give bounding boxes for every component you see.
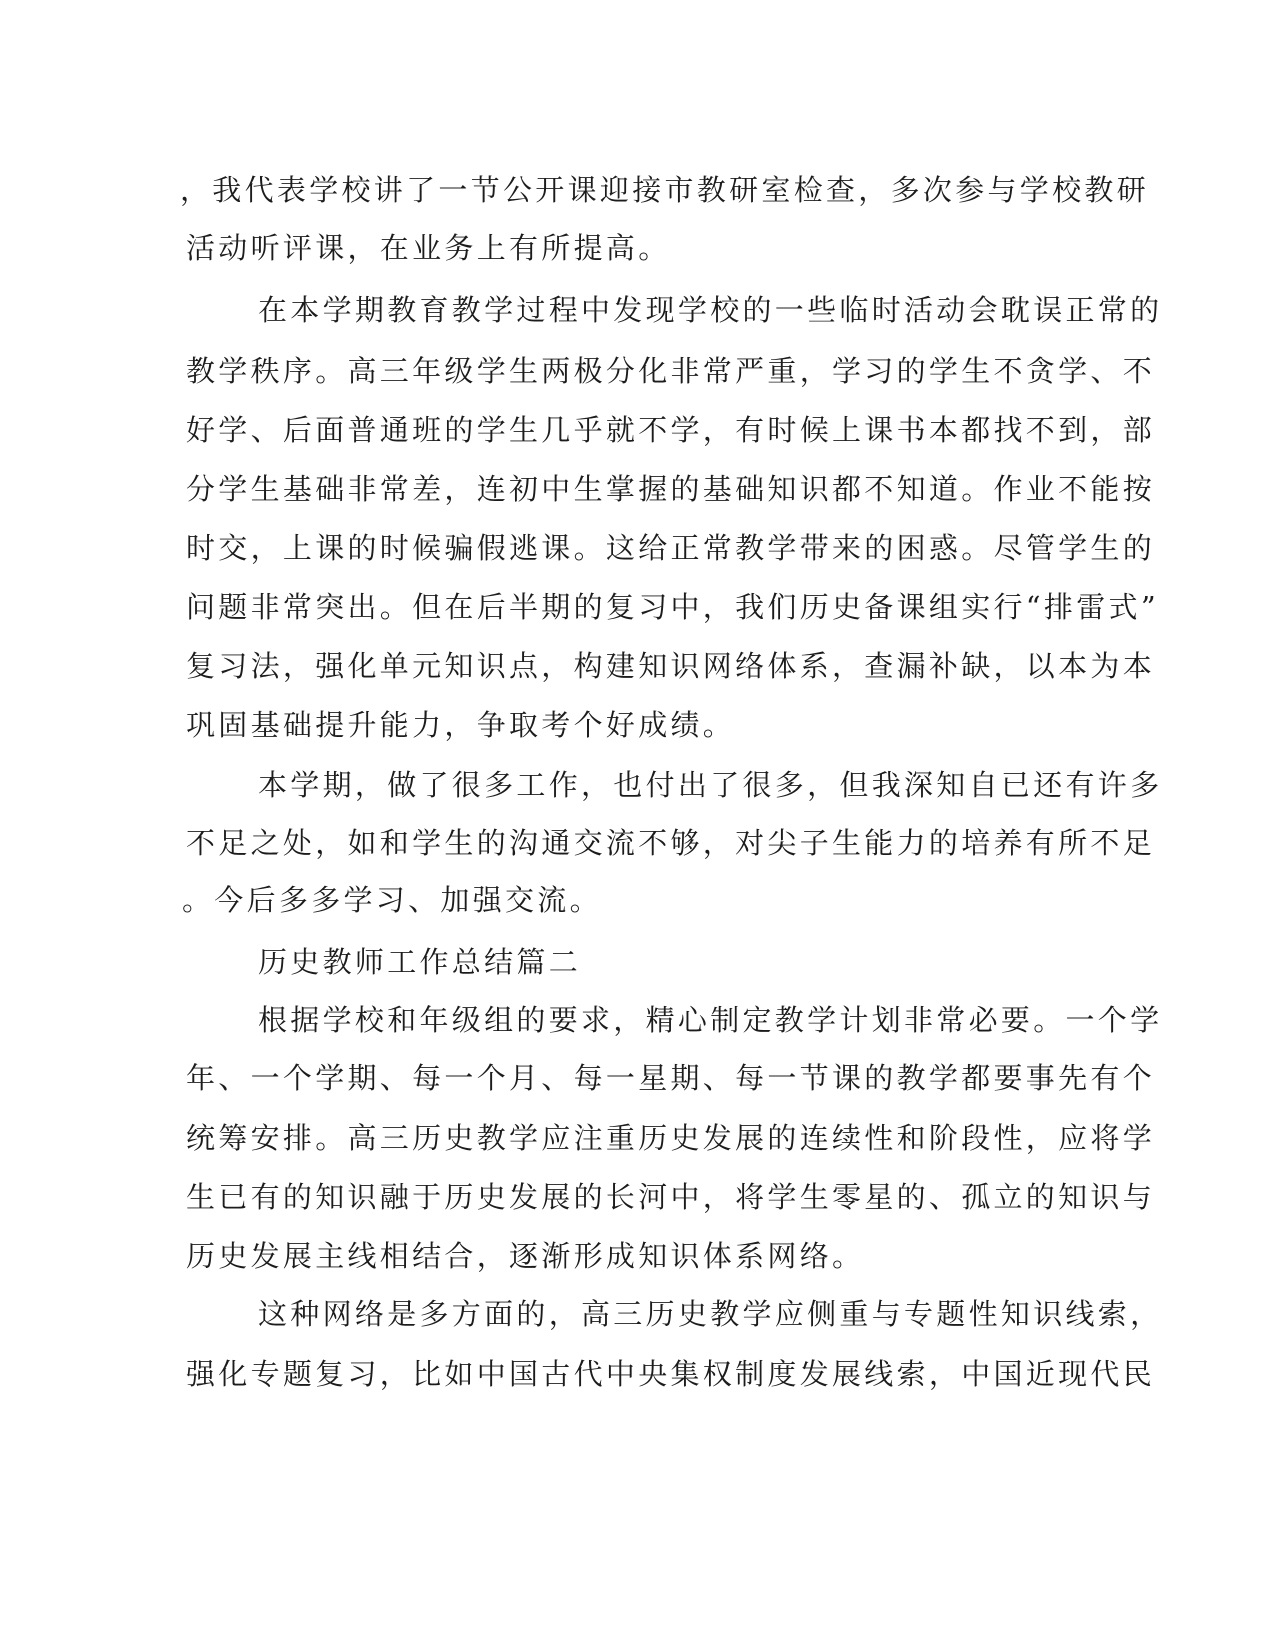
text-line: 生已有的知识融于历史发展的长河中，将学生零星的、孤立的知识与 [186, 1180, 1156, 1214]
text-line: 历史发展主线相结合，逐渐形成知识体系网络。 [186, 1239, 865, 1273]
paragraph-start-line: 这种网络是多方面的，高三历史教学应侧重与专题性知识线索， [258, 1297, 1163, 1331]
text-line: 好学、后面普通班的学生几乎就不学，有时候上课书本都找不到，部 [186, 413, 1156, 447]
text-line: 复习法，强化单元知识点，构建知识网络体系，查漏补缺，以本为本 [186, 649, 1156, 683]
text-line: 巩固基础提升能力，争取考个好成绩。 [186, 708, 736, 742]
text-line: 。今后多多学习、加强交流。 [182, 883, 602, 917]
paragraph-start-line: 本学期，做了很多工作，也付出了很多，但我深知自已还有许多 [258, 768, 1163, 802]
text-line: 活动听评课，在业务上有所提高。 [186, 231, 671, 265]
text-line: 统筹安排。高三历史教学应注重历史发展的连续性和阶段性，应将学 [186, 1121, 1156, 1155]
text-line: 年、一个学期、每一个月、每一星期、每一节课的教学都要事先有个 [186, 1061, 1156, 1095]
text-line: 不足之处，如和学生的沟通交流不够，对尖子生能力的培养有所不足 [186, 826, 1156, 860]
text-line: ，我代表学校讲了一节公开课迎接市教研室检查，多次参与学校教研 [180, 173, 1150, 207]
text-line: 强化专题复习，比如中国古代中央集权制度发展线索，中国近现代民 [186, 1357, 1156, 1391]
section-heading: 历史教师工作总结篇二 [258, 945, 582, 979]
paragraph-start-line: 根据学校和年级组的要求，精心制定教学计划非常必要。一个学 [258, 1003, 1163, 1037]
text-line: 教学秩序。高三年级学生两极分化非常严重，学习的学生不贪学、不 [186, 354, 1156, 388]
text-line: 问题非常突出。但在后半期的复习中，我们历史备课组实行“排雷式” [186, 590, 1159, 624]
text-line: 分学生基础非常差，连初中生掌握的基础知识都不知道。作业不能按 [186, 472, 1156, 506]
text-line: 时交，上课的时候骗假逃课。这给正常教学带来的困惑。尽管学生的 [186, 531, 1156, 565]
paragraph-start-line: 在本学期教育教学过程中发现学校的一些临时活动会耽误正常的 [258, 293, 1163, 327]
